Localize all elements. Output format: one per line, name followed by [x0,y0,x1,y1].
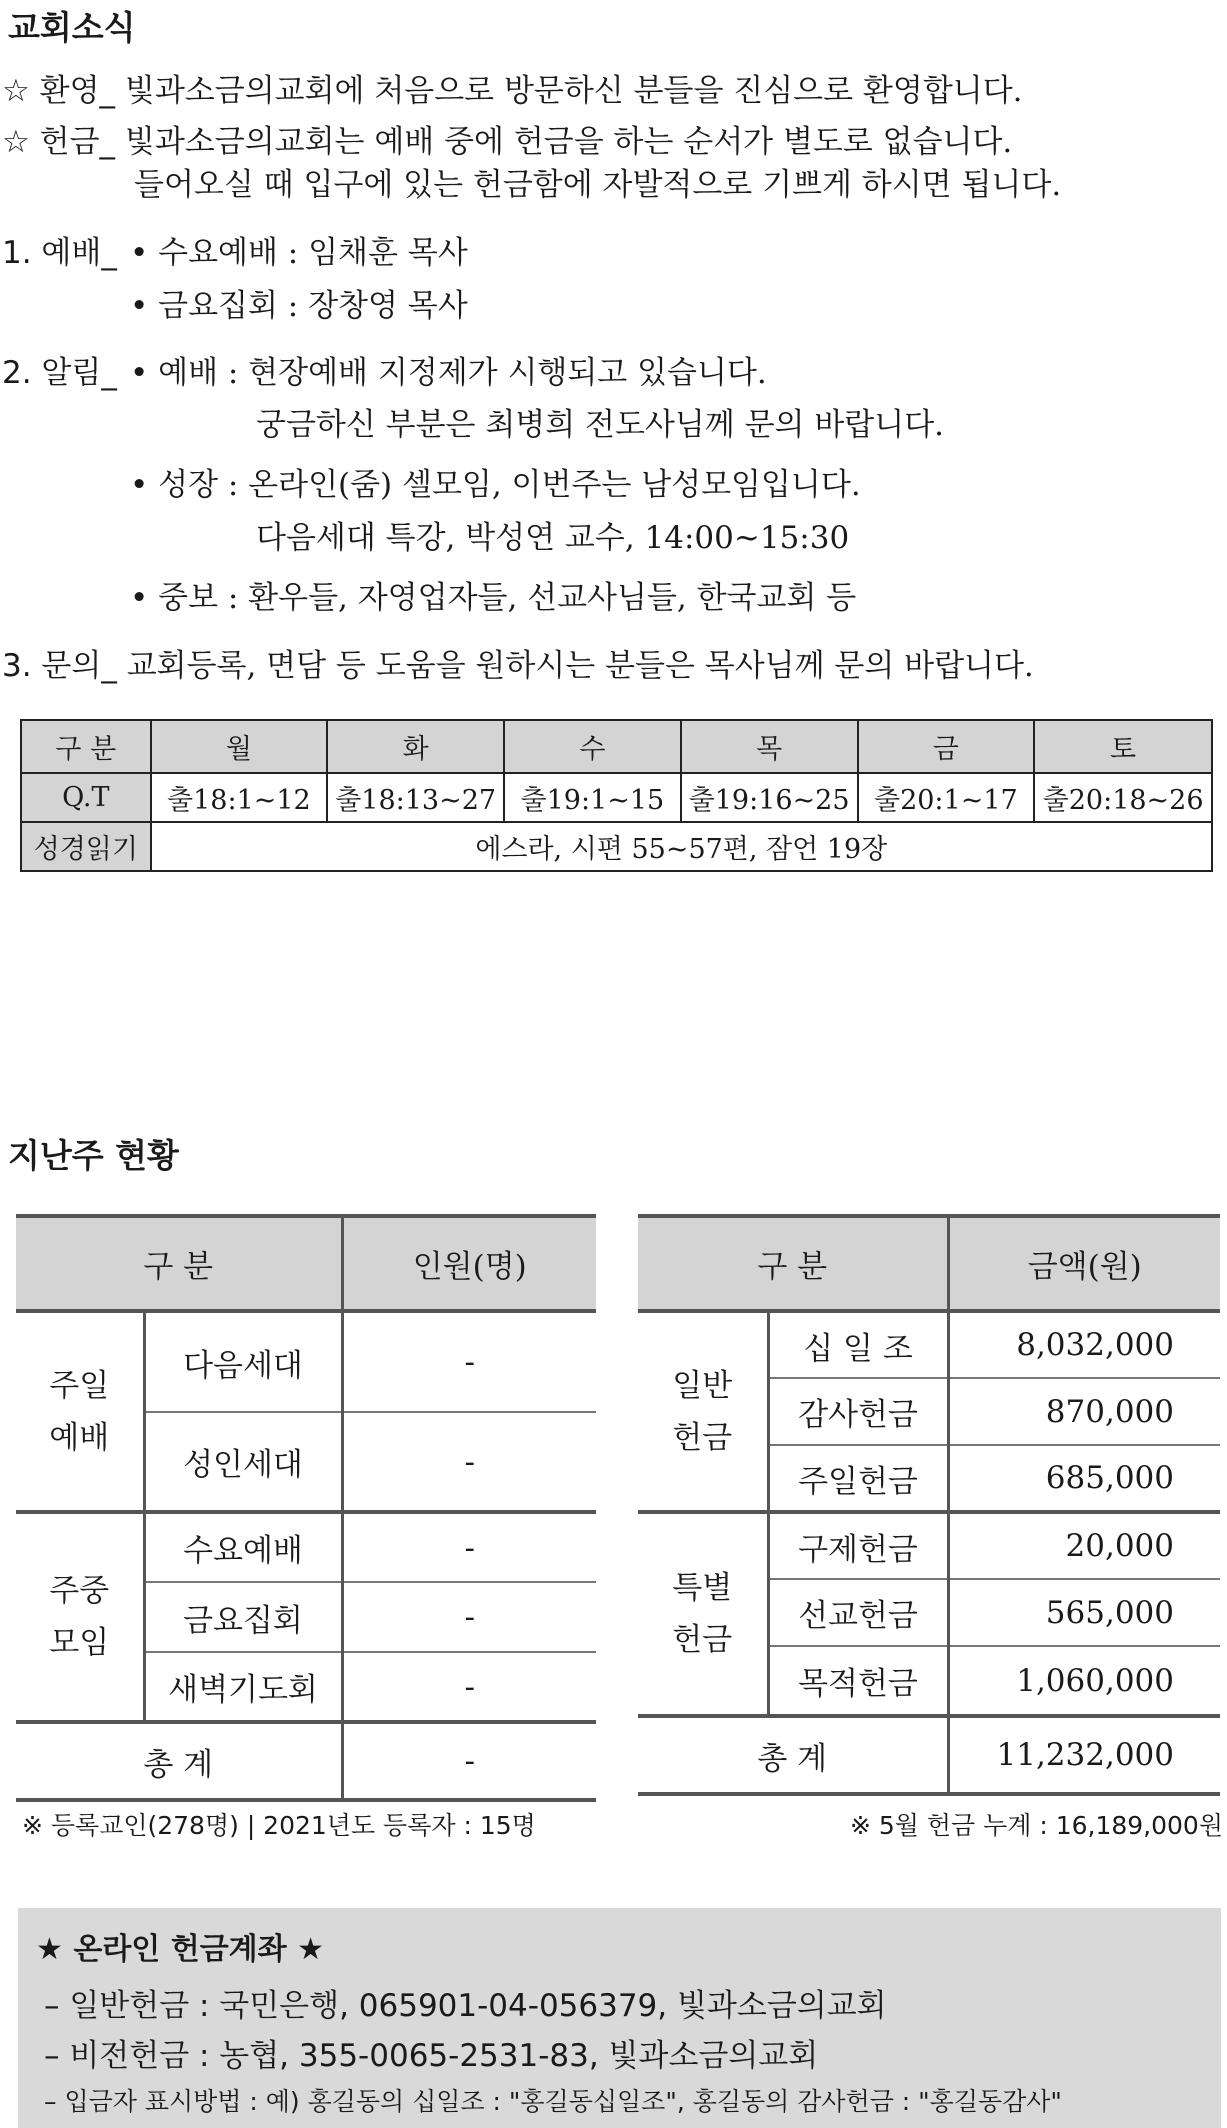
offering-row-label: 선교헌금 [768,1579,948,1646]
offering-header-amount: 금액(원) [948,1216,1220,1311]
qt-header-cell: 월 [151,720,328,773]
offering-table [638,1214,1220,1796]
welcome-line [2,73,1023,109]
offering-text-1: 빛과소금의교회는 예배 중에 헌금을 하는 순서가 별도로 없습니다. [124,124,1013,160]
news-title: 교회소식 [8,8,136,47]
offering-group-general: 일반 헌금 [638,1311,768,1512]
offering-row-label: 주일헌금 [768,1445,948,1512]
offering-header-row [638,1216,1220,1311]
welcome-label: ☆ 환영_ [2,73,116,109]
qt-header-cell: 화 [327,720,504,773]
attendance-table [16,1214,596,1802]
qt-cell: 출20:1~17 [858,773,1035,822]
attendance-row-label: 새벽기도회 [144,1652,342,1722]
offering-row-value: 565,000 [948,1579,1220,1646]
table-row [16,1512,596,1582]
qt-cell: 출18:1~12 [151,773,328,822]
attendance-row-value: - [342,1582,596,1652]
inquiry-line [2,648,1034,684]
offering-group-special: 특별 헌금 [638,1512,768,1716]
worship-item-1: • 수요예배 : 임채훈 목사 [130,235,468,271]
attendance-group-sunday: 주일 예배 [16,1311,144,1512]
reading-row [21,822,1212,871]
qt-cell: 출19:16~25 [681,773,858,822]
depositor-name-guide: – 입금자 표시방법 : 예) 홍길동의 십일조 : "홍길동십일조", 홍길동의 감사헌금 : "홍길동감사" [44,2087,1062,2116]
qt-cell: 출19:1~15 [504,773,681,822]
qt-header-cell: 금 [858,720,1035,773]
qt-reading-table [20,719,1213,872]
notice-item-1b: 궁금하신 부분은 최병희 전도사님께 문의 바랍니다. [256,407,944,443]
notice-item-3: • 중보 : 환우들, 자영업자들, 선교사님들, 한국교회 등 [130,580,857,616]
offering-row-value: 685,000 [948,1445,1220,1512]
attendance-row-label: 다음세대 [144,1311,342,1412]
offering-line [2,124,1013,160]
qt-row-label: Q.T [21,773,151,822]
attendance-total-row [16,1722,596,1800]
attendance-row-value: - [342,1412,596,1512]
status-title: 지난주 현황 [8,1136,179,1175]
offering-label: ☆ 헌금_ [2,124,116,160]
attendance-total-value: - [342,1722,596,1800]
online-offering-box [18,1908,1221,2128]
reading-cell: 에스라, 시편 55~57편, 잠언 19장 [151,822,1212,871]
offering-row-value: 8,032,000 [948,1311,1220,1378]
offering-total-row [638,1716,1220,1794]
qt-cell: 출20:18~26 [1034,773,1212,822]
attendance-group-weekday: 주중 모임 [16,1512,144,1722]
qt-cell: 출18:13~27 [327,773,504,822]
table-row [16,1311,596,1412]
qt-header-cell: 목 [681,720,858,773]
offering-total-value: 11,232,000 [948,1716,1220,1794]
notice-item-1a: • 예배 : 현장예배 지정제가 시행되고 있습니다. [130,355,767,391]
notice-item-2a: • 성장 : 온라인(줌) 셀모임, 이번주는 남성모임입니다. [130,467,861,503]
attendance-header-count: 인원(명) [342,1216,596,1311]
attendance-row-label: 수요예배 [144,1512,342,1582]
table-row [638,1512,1220,1579]
attendance-row-label: 성인세대 [144,1412,342,1512]
online-offering-title: ★ 온라인 헌금계좌 ★ [36,1932,324,1967]
inquiry-text: 교회등록, 면담 등 도움을 원하시는 분들은 목사님께 문의 바랍니다. [126,648,1034,684]
qt-header-row [21,720,1212,773]
offering-row-label: 목적헌금 [768,1646,948,1716]
offering-text-2: 들어오실 때 입구에 있는 헌금함에 자발적으로 기쁘게 하시면 됩니다. [134,167,1062,203]
qt-row [21,773,1212,822]
offering-row-value: 1,060,000 [948,1646,1220,1716]
general-offering-account: – 일반헌금 : 국민은행, 065901-04-056379, 빛과소금의교회 [44,1988,887,2024]
offering-header-category: 구 분 [638,1216,948,1311]
registered-members-note: ※ 등록교인(278명) | 2021년도 등록자 : 15명 [22,1811,536,1840]
offering-row-value: 20,000 [948,1512,1220,1579]
offering-row-label: 구제헌금 [768,1512,948,1579]
reading-row-label: 성경읽기 [21,822,151,871]
inquiry-label: 3. 문의_ [2,648,117,684]
attendance-row-label: 금요집회 [144,1582,342,1652]
vision-offering-account: – 비전헌금 : 농협, 355-0065-2531-83, 빛과소금의교회 [44,2038,819,2074]
qt-header-cell: 구 분 [21,720,151,773]
welcome-text: 빛과소금의교회에 처음으로 방문하신 분들을 진심으로 환영합니다. [124,73,1023,109]
offering-row-label: 감사헌금 [768,1378,948,1445]
notice-label: 2. 알림_ [2,355,117,391]
attendance-total-label: 총 계 [16,1722,342,1800]
qt-header-cell: 토 [1034,720,1212,773]
attendance-row-value: - [342,1311,596,1412]
attendance-row-value: - [342,1652,596,1722]
worship-label: 1. 예배_ [2,235,117,271]
attendance-header-row [16,1216,596,1311]
worship-item-2: • 금요집회 : 장창영 목사 [130,288,468,324]
offering-total-label: 총 계 [638,1716,948,1794]
notice-item-2b: 다음세대 특강, 박성연 교수, 14:00~15:30 [256,520,850,556]
attendance-row-value: - [342,1512,596,1582]
offering-row-label: 십 일 조 [768,1311,948,1378]
qt-header-cell: 수 [504,720,681,773]
attendance-header-category: 구 분 [16,1216,342,1311]
monthly-offering-note: ※ 5월 헌금 누계 : 16,189,000원 [849,1811,1223,1840]
offering-row-value: 870,000 [948,1378,1220,1445]
table-row [638,1311,1220,1378]
